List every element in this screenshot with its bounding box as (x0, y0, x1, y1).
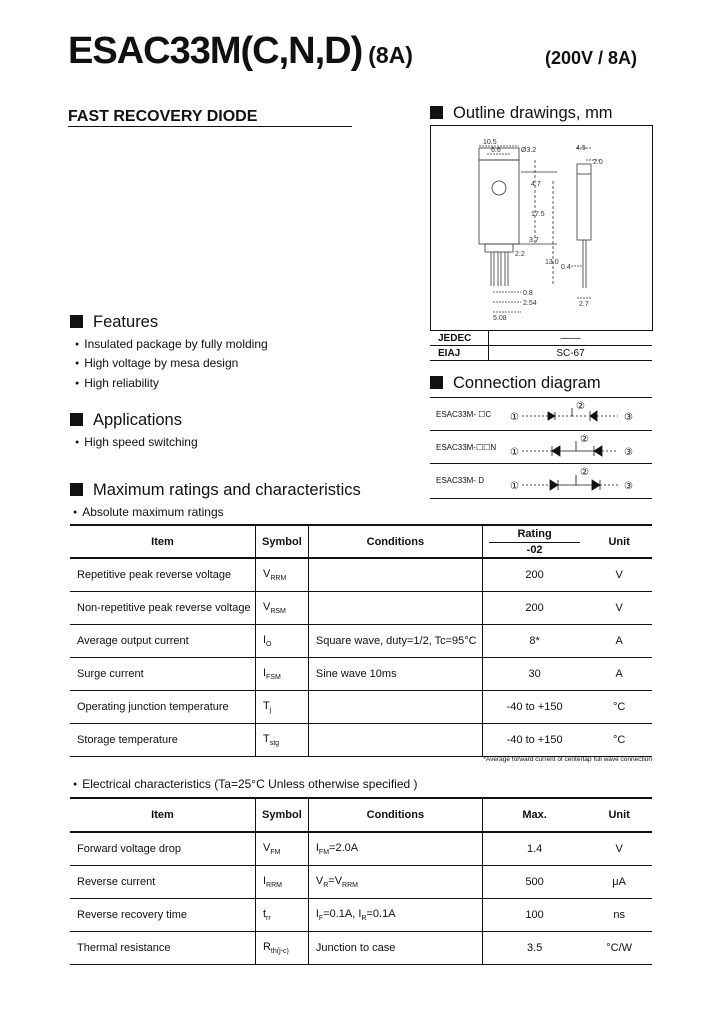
dim-shoulder-width: 2.2 (515, 251, 525, 258)
table-row (70, 558, 652, 592)
row-value: -40 to +150 (482, 724, 586, 757)
eiaj-value: SC-67 (556, 347, 585, 359)
row-conditions: Junction to case (308, 932, 482, 965)
row-symbol: $T_{stg}$ (255, 724, 308, 757)
features-title: Features (93, 313, 159, 331)
pin-3: ③ (624, 447, 633, 458)
row-symbol: $I_O$ (255, 625, 308, 658)
row-item: Storage temperature (70, 724, 255, 757)
row-conditions (308, 691, 482, 724)
header-unit: Unit (586, 798, 652, 832)
diode-symbol (550, 480, 558, 490)
connection-row-d (430, 463, 652, 499)
row-value: 500 (482, 866, 586, 899)
max-ratings-table (70, 524, 652, 757)
dim-tab-height: 4.7 (531, 181, 541, 188)
row-item: Thermal resistance (70, 932, 255, 965)
subtitle-underline (68, 126, 352, 127)
circuit-c (500, 398, 652, 431)
pin-3: ③ (624, 481, 633, 492)
row-value: 8* (482, 625, 586, 658)
header-conditions: Conditions (308, 798, 482, 832)
square-bullet-icon (70, 483, 83, 496)
outline-drawing-box (430, 125, 653, 331)
square-bullet-icon (70, 413, 83, 426)
dim-shoulder: 3.7 (529, 237, 539, 244)
row-value: 100 (482, 899, 586, 932)
package-body (479, 160, 519, 244)
row-conditions (308, 558, 482, 592)
table-row (70, 832, 652, 866)
row-conditions: $I_{FM}=2.0A$ (308, 832, 482, 866)
header-symbol: Symbol (255, 525, 308, 558)
pin-3: ③ (624, 412, 633, 423)
row-conditions: Sine wave 10ms (308, 658, 482, 691)
rating-label: Rating (489, 526, 581, 543)
table-row (70, 932, 652, 965)
current-rating: (8A) (368, 42, 413, 68)
row-item: Reverse recovery time (70, 899, 255, 932)
row-value: 1.4 (482, 832, 586, 866)
pin-1: ① (510, 481, 519, 492)
dim-base: 2.7 (579, 301, 589, 308)
row-unit: A (586, 658, 652, 691)
row-symbol: $V_{RSM}$ (255, 592, 308, 625)
outline-title: Outline drawings, mm (453, 104, 613, 122)
row-item: Reverse current (70, 866, 255, 899)
row-unit: A (586, 625, 652, 658)
dim-pitch: 2.54 (523, 300, 537, 307)
feature-item: ● High voltage by mesa design (75, 356, 238, 370)
row-item: Average output current (70, 625, 255, 658)
row-symbol: $V_{RRM}$ (255, 558, 308, 592)
row-item: Surge current (70, 658, 255, 691)
square-bullet-icon (430, 376, 443, 389)
row-symbol: $V_{FM}$ (255, 832, 308, 866)
header-item: Item (70, 525, 255, 558)
connection-label: ESAC33M- D (436, 476, 485, 485)
footnote: *Average forward current of centertap full wave connection (483, 756, 652, 763)
square-bullet-icon (70, 315, 83, 328)
diode-symbol (590, 411, 597, 421)
diode-symbol (594, 446, 602, 456)
row-item: Repetitive peak reverse voltage (70, 558, 255, 592)
row-item: Forward voltage drop (70, 832, 255, 866)
feature-item: ● Insulated package by fully molding (75, 337, 268, 351)
row-unit: °C/W (586, 932, 652, 965)
table-row (70, 658, 652, 691)
row-unit: V (586, 558, 652, 592)
dim-depth: 4.5 (576, 145, 586, 152)
header-unit: Unit (586, 525, 652, 558)
row-item: Operating junction temperature (70, 691, 255, 724)
table-row (70, 899, 652, 932)
feature-item: ● High reliability (75, 376, 159, 390)
pin-1: ① (510, 412, 519, 423)
part-number: ESAC33M(C,N,D) (68, 30, 363, 72)
jedec-value: —— (489, 331, 653, 346)
row-conditions (308, 592, 482, 625)
header-conditions: Conditions (308, 525, 482, 558)
row-conditions (308, 724, 482, 757)
row-value: 200 (482, 558, 586, 592)
dim-width: 10.5 (483, 139, 497, 146)
pin-2: ② (580, 434, 589, 445)
table-row (70, 866, 652, 899)
row-conditions: $I_F=0.1A$, $I_R=0.1A$ (308, 899, 482, 932)
applications-heading (70, 411, 182, 430)
diode-symbol (592, 480, 600, 490)
page-title (68, 30, 413, 73)
row-item: Non-repetitive peak reverse voltage (70, 592, 255, 625)
row-symbol: $I_{RRM}$ (255, 866, 308, 899)
application-item: ● High speed switching (75, 435, 198, 449)
row-symbol: $t_{rr}$ (255, 899, 308, 932)
side-view-body (577, 164, 591, 240)
header-max: Max. (482, 798, 586, 832)
dim-hole-pos: 6.6 (491, 147, 501, 154)
circuit-n (500, 431, 652, 464)
package-table (430, 330, 652, 361)
table-header-row (70, 798, 652, 832)
connection-heading (430, 374, 601, 393)
table-header-row (70, 525, 652, 558)
pin-2: ② (576, 401, 585, 412)
outline-drawing (431, 126, 652, 331)
outline-heading (430, 104, 613, 123)
pin-1: ① (510, 447, 519, 458)
abs-max-subtitle: ● Absolute maximum ratings (73, 505, 224, 519)
circuit-d (500, 464, 652, 497)
dim-lead-thickness: 0.4 (561, 264, 571, 271)
eiaj-label: EIAJ (430, 346, 489, 361)
device-type: FAST RECOVERY DIODE (68, 108, 258, 125)
package-shoulder (485, 244, 513, 252)
row-value: 30 (482, 658, 586, 691)
dim-body-height: 17.5 (531, 211, 545, 218)
header-rating: (200V / 8A) (545, 48, 638, 68)
rating-suffix: -02 (526, 544, 543, 556)
row-conditions: $V_R=V_{RRM}$ (308, 866, 482, 899)
max-ratings-heading (70, 481, 361, 500)
row-unit: V (586, 832, 652, 866)
header-item: Item (70, 798, 255, 832)
dim-span: 5.08 (493, 315, 507, 322)
max-ratings-title: Maximum ratings and characteristics (93, 481, 361, 499)
row-value: -40 to +150 (482, 691, 586, 724)
square-bullet-icon (430, 106, 443, 119)
connection-row-c (430, 397, 652, 431)
row-unit: V (586, 592, 652, 625)
row-unit: °C (586, 691, 652, 724)
electrical-subtitle: ● Electrical characteristics (Ta=25°C Unless otherwise specified ) (73, 777, 418, 791)
jedec-label: JEDEC (430, 331, 489, 346)
table-row (70, 625, 652, 658)
row-symbol: $R_{th(j-c)}$ (255, 932, 308, 965)
connection-label: ESAC33M-☐☐N (436, 443, 497, 452)
dim-lead-width: 0.8 (523, 290, 533, 297)
dim-hole-diameter: Ø3.2 (521, 147, 537, 154)
mounting-hole (492, 181, 506, 195)
features-heading (70, 313, 158, 332)
pin-2: ② (580, 467, 589, 478)
table-row (70, 691, 652, 724)
row-unit: °C (586, 724, 652, 757)
diode-symbol (548, 412, 555, 420)
header-symbol: Symbol (255, 798, 308, 832)
electrical-table (70, 797, 652, 965)
row-symbol: $T_j$ (255, 691, 308, 724)
row-unit: ns (586, 899, 652, 932)
connection-title: Connection diagram (453, 374, 601, 392)
table-row (70, 724, 652, 757)
row-value: 200 (482, 592, 586, 625)
applications-title: Applications (93, 411, 182, 429)
connection-label: ESAC33M- ☐C (436, 410, 492, 419)
dim-lead-length: 13.0 (545, 259, 559, 266)
dim-tab-depth: 2.0 (593, 159, 603, 166)
header-rating (482, 525, 586, 558)
row-unit: μA (586, 866, 652, 899)
row-conditions: Square wave, duty=1/2, Tc=95°C (308, 625, 482, 658)
connection-row-n (430, 430, 652, 464)
table-row (70, 592, 652, 625)
row-value: 3.5 (482, 932, 586, 965)
row-symbol: $I_{FSM}$ (255, 658, 308, 691)
diode-symbol (552, 446, 560, 456)
